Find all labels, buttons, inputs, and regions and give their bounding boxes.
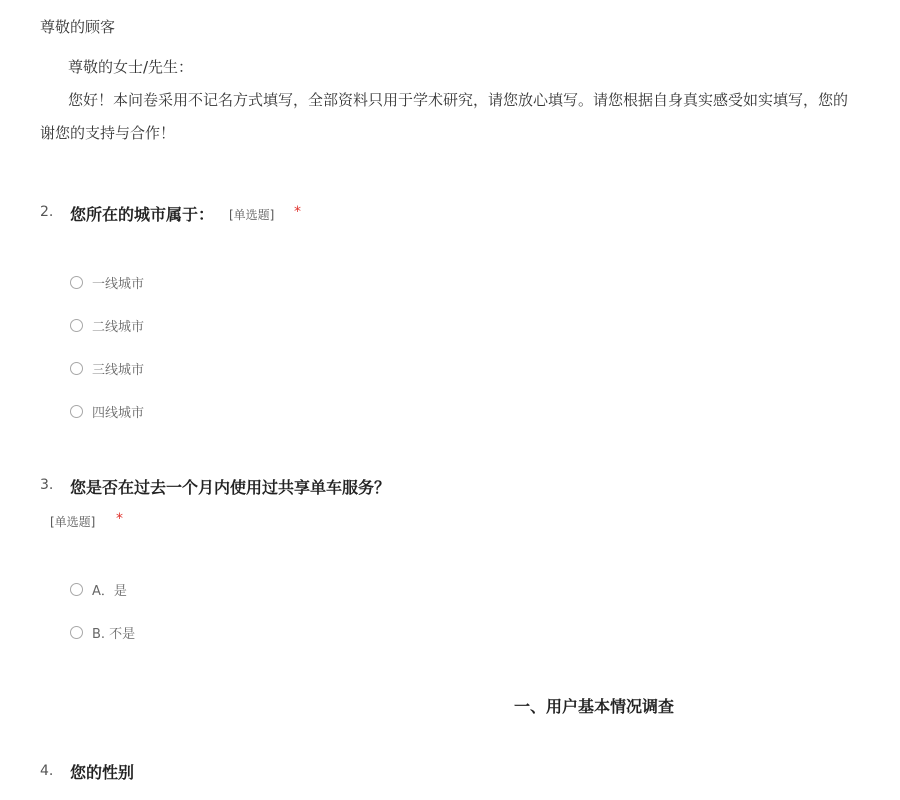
option-label: 一线城市	[92, 276, 145, 292]
radio-option[interactable]	[70, 273, 144, 291]
question-type-label: [单选题]	[229, 208, 275, 222]
question-title: 您所在的城市属于：	[70, 205, 215, 224]
required-marker: *	[116, 511, 123, 527]
intro-heading: 尊敬的顾客	[40, 18, 116, 36]
option-label: A．是	[92, 583, 127, 599]
radio-option[interactable]	[70, 359, 144, 377]
radio-circle-icon[interactable]	[70, 319, 83, 332]
intro-body-line2: 谢您的支持与合作！	[40, 124, 176, 142]
intro-body-line1: 您好！本问卷采用不记名方式填写，全部资料只用于学术研究，请您放心填写。请您根据自身真实感受如实填写，您的	[68, 91, 849, 109]
question-title: 您的性别	[70, 763, 135, 782]
radio-circle-icon[interactable]	[70, 583, 83, 596]
radio-circle-icon[interactable]	[70, 362, 83, 375]
question-title: 您是否在过去一个月内使用过共享单车服务？	[70, 478, 391, 497]
question-number: 3.	[40, 477, 54, 493]
option-label: 四线城市	[92, 405, 145, 421]
option-label: 二线城市	[92, 319, 145, 335]
intro-greeting: 尊敬的女士/先生：	[68, 58, 194, 76]
option-label: B. 不是	[92, 626, 136, 642]
section-title: 一、用户基本情况调查	[514, 697, 675, 716]
required-marker: *	[294, 204, 301, 220]
radio-option[interactable]	[70, 402, 144, 420]
radio-circle-icon[interactable]	[70, 626, 83, 639]
radio-circle-icon[interactable]	[70, 405, 83, 418]
radio-option[interactable]	[70, 623, 135, 641]
question-number: 2.	[40, 204, 54, 220]
radio-circle-icon[interactable]	[70, 276, 83, 289]
option-label: 三线城市	[92, 362, 145, 378]
question-type-label: [单选题]	[50, 515, 96, 529]
radio-option[interactable]	[70, 316, 144, 334]
radio-option[interactable]	[70, 580, 127, 598]
question-number: 4.	[40, 763, 54, 779]
